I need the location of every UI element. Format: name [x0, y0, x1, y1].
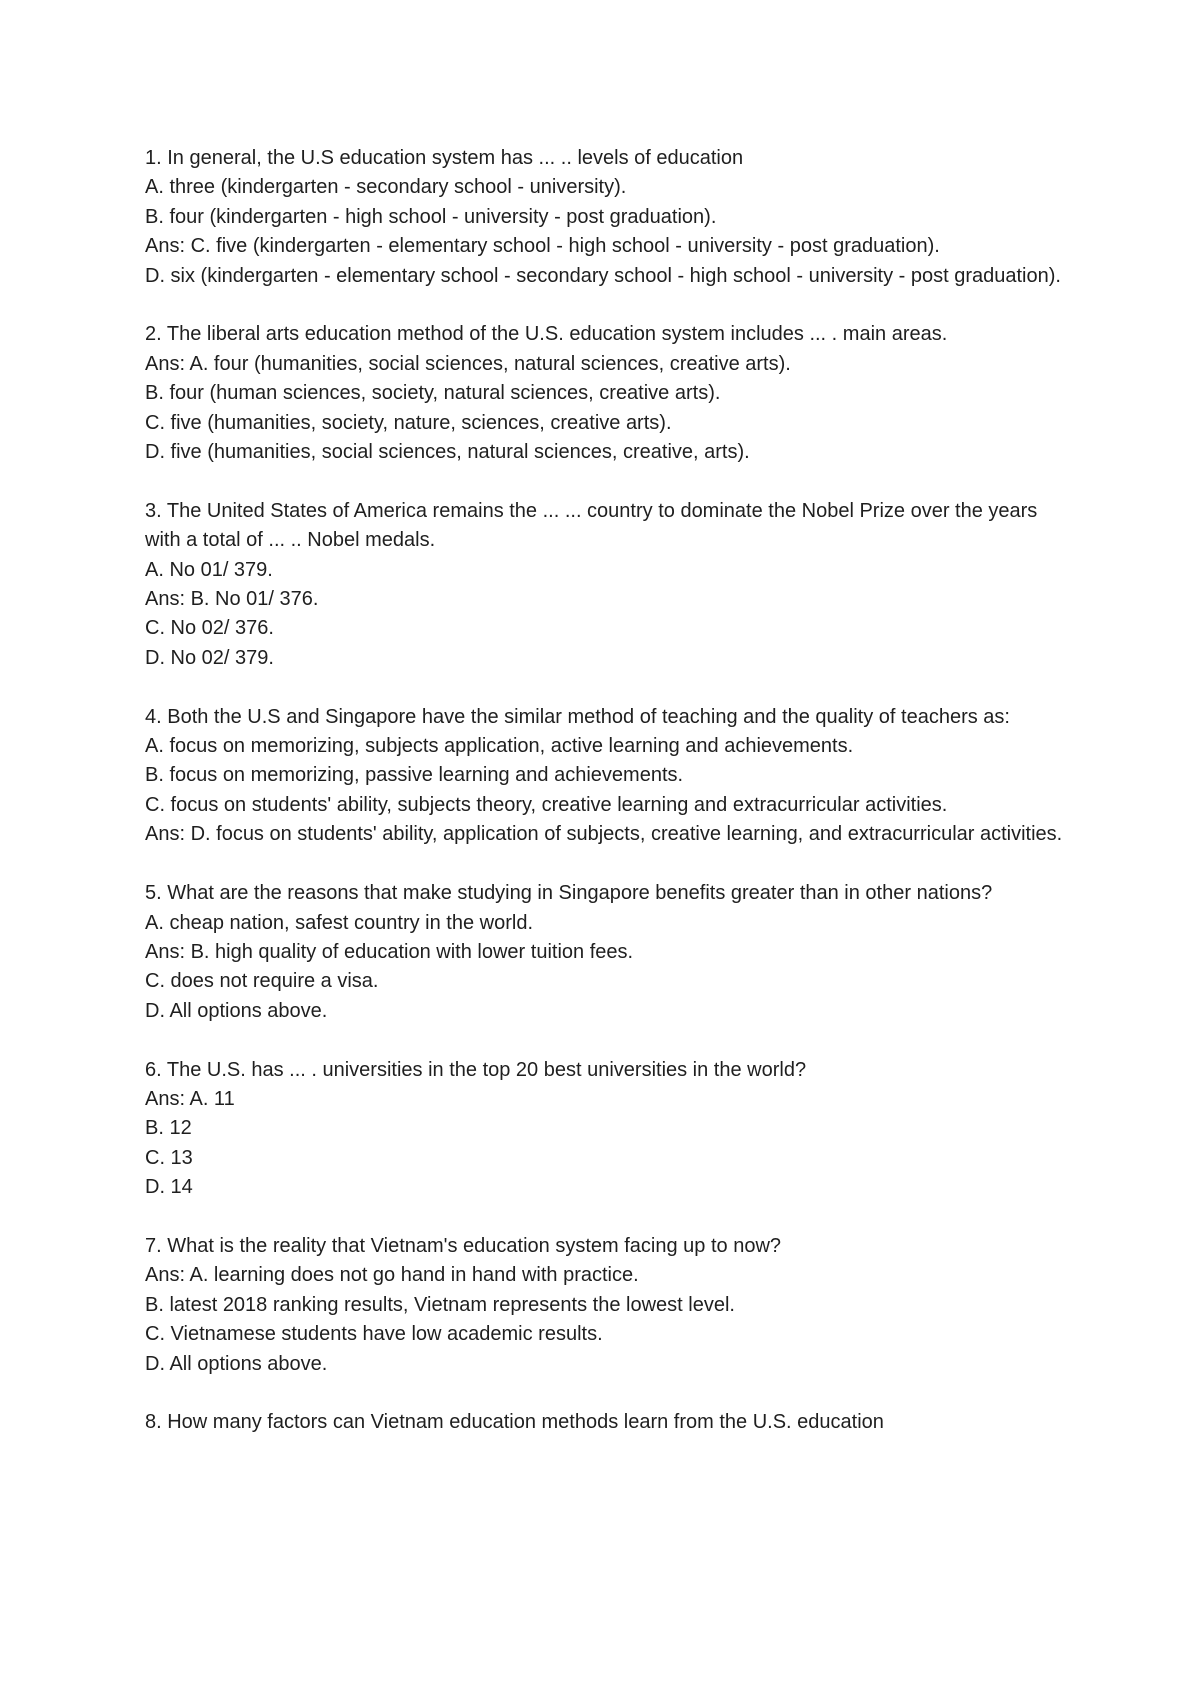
question-5 [145, 879, 1065, 1026]
question-6 [145, 1056, 1065, 1203]
question-4-option-a: A. focus on memorizing, subjects application, active learning and achievements. [145, 735, 854, 758]
question-5-option-a: A. cheap nation, safest country in the world. [145, 911, 533, 934]
question-7-option-b: B. latest 2018 ranking results, Vietnam represents the lowest level. [145, 1293, 735, 1316]
question-7 [145, 1232, 1065, 1379]
question-8 [145, 1408, 1065, 1437]
question-2-option-c: C. five (humanities, society, nature, sciences, creative arts). [145, 411, 672, 434]
question-3-option-a: A. No 01/ 379. [145, 558, 273, 581]
question-6-option-b: B. 12 [145, 1117, 192, 1140]
question-5-text: 5. What are the reasons that make studying in Singapore benefits greater than in other nations? [145, 882, 993, 905]
question-2 [145, 320, 1065, 467]
question-3-option-b: Ans: B. No 01/ 376. [145, 588, 319, 611]
question-1-text: 1. In general, the U.S education system has ... .. levels of education [145, 147, 744, 169]
question-6-text: 6. The U.S. has ... . universities in the top 20 best universities in the world? [145, 1058, 807, 1081]
question-1-option-a: A. three (kindergarten - secondary school - university). [145, 176, 627, 199]
question-1 [145, 144, 1065, 291]
question-6-option-a: Ans: A. 11 [145, 1087, 235, 1110]
question-6-option-d: D. 14 [145, 1176, 193, 1199]
question-4-option-c: C. focus on students' ability, subjects theory, creative learning and extracurricular activities. [145, 793, 948, 816]
question-7-text: 7. What is the reality that Vietnam's education system facing up to now? [145, 1234, 782, 1257]
question-4-text: 4. Both the U.S and Singapore have the similar method of teaching and the quality of teachers as: [145, 705, 1010, 728]
question-1-option-d: D. six (kindergarten - elementary school - secondary school - high school - university - post graduation). [145, 264, 1061, 287]
question-7-option-d: D. All options above. [145, 1352, 328, 1375]
question-4-option-d: Ans: D. focus on students' ability, application of subjects, creative learning, and extracurricular activities. [145, 823, 1063, 846]
question-1-option-b: B. four (kindergarten - high school - university - post graduation). [145, 205, 717, 228]
question-6-option-c: C. 13 [145, 1146, 193, 1169]
question-5-option-b: Ans: B. high quality of education with lower tuition fees. [145, 940, 634, 963]
document-content [145, 144, 1065, 1467]
question-2-text: 2. The liberal arts education method of the U.S. education system includes ... . main areas. [145, 323, 948, 346]
question-3-option-d: D. No 02/ 379. [145, 646, 274, 669]
question-7-option-a: Ans: A. learning does not go hand in hand with practice. [145, 1264, 639, 1287]
question-4-option-b: B. focus on memorizing, passive learning and achievements. [145, 764, 684, 787]
question-8-text: 8. How many factors can Vietnam education methods learn from the U.S. education [145, 1411, 884, 1434]
question-3-option-c: C. No 02/ 376. [145, 617, 274, 640]
question-2-option-b: B. four (human sciences, society, natural sciences, creative arts). [145, 382, 721, 405]
question-7-option-c: C. Vietnamese students have low academic results. [145, 1323, 603, 1346]
question-2-option-a: Ans: A. four (humanities, social sciences, natural sciences, creative arts). [145, 352, 791, 375]
question-3 [145, 497, 1065, 673]
question-2-option-d: D. five (humanities, social sciences, natural sciences, creative, arts). [145, 441, 750, 464]
question-5-option-d: D. All options above. [145, 999, 328, 1022]
question-3-text: 3. The United States of America remains the ... ... country to dominate the Nobel Prize over the years with a total of ... .. Nobel medals. [145, 499, 1038, 552]
question-5-option-c: C. does not require a visa. [145, 970, 379, 993]
question-1-option-c: Ans: C. five (kindergarten - elementary school - high school - university - post graduation). [145, 235, 940, 258]
question-4 [145, 703, 1065, 850]
